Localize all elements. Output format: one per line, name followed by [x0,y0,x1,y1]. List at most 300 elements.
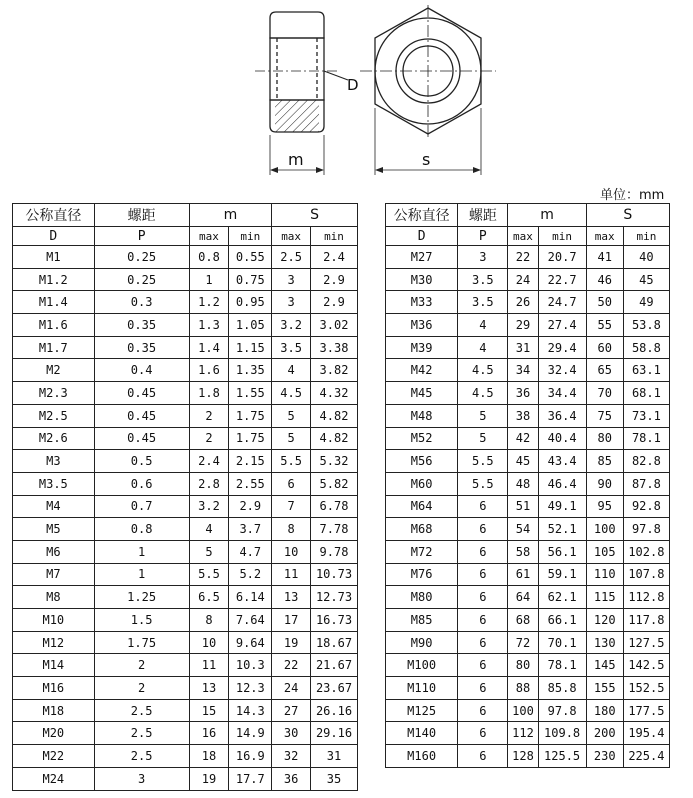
cell-s-max: 145 [586,654,623,677]
cell-size: M24 [13,767,95,790]
cell-s-max: 41 [586,246,623,269]
cell-m-max: 42 [508,427,538,450]
cell-pitch: 0.6 [94,472,189,495]
cell-s-min: 82.8 [623,450,669,473]
cell-s-min: 26.16 [311,699,358,722]
header-pitch: 螺距 [458,204,508,227]
cell-size: M48 [386,404,458,427]
cell-s-max: 46 [586,268,623,291]
cell-m-max: 22 [508,246,538,269]
cell-s-min: 23.67 [311,677,358,700]
cell-pitch: 2.5 [94,699,189,722]
cell-size: M18 [13,699,95,722]
table-row [386,654,670,677]
header-p-symbol: P [458,227,508,246]
cell-s-max: 36 [272,767,311,790]
cell-s-min: 45 [623,268,669,291]
cell-s-max: 95 [586,495,623,518]
cell-m-max: 8 [189,609,229,632]
cell-m-min: 109.8 [538,722,586,745]
cell-m-max: 68 [508,609,538,632]
cell-pitch: 5.5 [458,472,508,495]
cell-size: M3.5 [13,472,95,495]
cell-s-max: 10 [272,540,311,563]
cell-pitch: 6 [458,586,508,609]
unit-label: 单位：mm [600,188,665,203]
cell-m-max: 45 [508,450,538,473]
cell-s-min: 142.5 [623,654,669,677]
cell-s-max: 155 [586,677,623,700]
cell-pitch: 3 [94,767,189,790]
cell-s-max: 85 [586,450,623,473]
cell-s-min: 10.73 [311,563,358,586]
cell-s-min: 107.8 [623,563,669,586]
cell-m-min: 1.15 [229,336,272,359]
cell-m-min: 59.1 [538,563,586,586]
label-m: m [288,150,304,169]
header-m-max: max [189,227,229,246]
cell-pitch: 1 [94,563,189,586]
table-row [13,563,358,586]
table-row [386,336,670,359]
cell-m-max: 6.5 [189,586,229,609]
table-row [13,677,358,700]
cell-s-max: 120 [586,609,623,632]
cell-m-max: 1.8 [189,382,229,405]
cell-pitch: 0.25 [94,246,189,269]
header-nominal-diameter: 公称直径 [386,204,458,227]
cell-pitch: 0.35 [94,336,189,359]
header-m-min: min [229,227,272,246]
header-m-min: min [538,227,586,246]
table-row [13,745,358,768]
cell-m-max: 1.4 [189,336,229,359]
table-row [386,518,670,541]
cell-m-min: 62.1 [538,586,586,609]
cell-size: M39 [386,336,458,359]
cell-m-min: 16.9 [229,745,272,768]
cell-s-max: 22 [272,654,311,677]
cell-pitch: 6 [458,609,508,632]
cell-s-min: 53.8 [623,314,669,337]
cell-m-min: 1.55 [229,382,272,405]
cell-s-max: 60 [586,336,623,359]
cell-pitch: 6 [458,654,508,677]
table-row [13,540,358,563]
cell-m-min: 1.35 [229,359,272,382]
cell-m-max: 5.5 [189,563,229,586]
cell-pitch: 2 [94,677,189,700]
cell-s-max: 4.5 [272,382,311,405]
cell-pitch: 4.5 [458,359,508,382]
cell-size: M68 [386,518,458,541]
table-row [386,427,670,450]
hex-nut-drawing [0,0,693,190]
cell-m-max: 2 [189,427,229,450]
cell-m-max: 54 [508,518,538,541]
cell-pitch: 6 [458,631,508,654]
cell-m-max: 72 [508,631,538,654]
cell-s-max: 3 [272,268,311,291]
cell-pitch: 2 [94,654,189,677]
cell-m-max: 34 [508,359,538,382]
cell-m-max: 1.2 [189,291,229,314]
cell-size: M36 [386,314,458,337]
cell-m-min: 97.8 [538,699,586,722]
cell-pitch: 5 [458,404,508,427]
cell-size: M76 [386,563,458,586]
cell-s-min: 112.8 [623,586,669,609]
table-row [13,291,358,314]
cell-s-min: 40 [623,246,669,269]
cell-m-max: 13 [189,677,229,700]
cell-s-min: 21.67 [311,654,358,677]
cell-m-max: 100 [508,699,538,722]
cell-pitch: 0.45 [94,382,189,405]
cell-size: M1.6 [13,314,95,337]
cell-s-max: 230 [586,745,623,768]
cell-s-min: 63.1 [623,359,669,382]
table-row [386,450,670,473]
cell-m-min: 24.7 [538,291,586,314]
cell-s-max: 13 [272,586,311,609]
cell-m-max: 48 [508,472,538,495]
cell-pitch: 4.5 [458,382,508,405]
cell-m-min: 29.4 [538,336,586,359]
cell-s-min: 7.78 [311,518,358,541]
cell-size: M8 [13,586,95,609]
cell-m-max: 31 [508,336,538,359]
cell-s-min: 78.1 [623,427,669,450]
cell-size: M100 [386,654,458,677]
table-row [13,427,358,450]
cell-pitch: 6 [458,540,508,563]
table-row [386,291,670,314]
cell-s-max: 24 [272,677,311,700]
table-row [13,518,358,541]
cell-m-max: 10 [189,631,229,654]
table-row [13,314,358,337]
table-row [386,722,670,745]
cell-s-min: 4.32 [311,382,358,405]
table-row [386,495,670,518]
cell-m-max: 51 [508,495,538,518]
cell-size: M22 [13,745,95,768]
header-d-symbol: D [13,227,95,246]
cell-size: M1.2 [13,268,95,291]
header-p-symbol: P [94,227,189,246]
cell-s-min: 2.4 [311,246,358,269]
cell-s-max: 4 [272,359,311,382]
cell-m-min: 85.8 [538,677,586,700]
cell-s-max: 180 [586,699,623,722]
cell-m-max: 1.3 [189,314,229,337]
cell-m-max: 2 [189,404,229,427]
header-pitch: 螺距 [94,204,189,227]
cell-m-min: 14.9 [229,722,272,745]
table-row [13,450,358,473]
cell-s-max: 130 [586,631,623,654]
cell-s-min: 3.82 [311,359,358,382]
table-row [13,586,358,609]
cell-pitch: 1.5 [94,609,189,632]
header-s-min: min [623,227,669,246]
cell-m-min: 12.3 [229,677,272,700]
cell-pitch: 5.5 [458,450,508,473]
cell-m-max: 15 [189,699,229,722]
header-s-max: max [272,227,311,246]
table-row [386,246,670,269]
header-s: S [586,204,669,227]
cell-s-max: 200 [586,722,623,745]
cell-pitch: 5 [458,427,508,450]
cell-s-min: 152.5 [623,677,669,700]
cell-m-min: 70.1 [538,631,586,654]
cell-size: M30 [386,268,458,291]
table-row [386,359,670,382]
cell-s-min: 12.73 [311,586,358,609]
cell-m-min: 10.3 [229,654,272,677]
cell-s-min: 73.1 [623,404,669,427]
cell-size: M125 [386,699,458,722]
table-row [13,472,358,495]
cell-pitch: 0.4 [94,359,189,382]
cell-m-min: 52.1 [538,518,586,541]
table-row [13,767,358,790]
cell-s-min: 5.82 [311,472,358,495]
cell-pitch: 6 [458,495,508,518]
cell-m-max: 58 [508,540,538,563]
cell-pitch: 1.75 [94,631,189,654]
cell-pitch: 6 [458,745,508,768]
cell-s-max: 6 [272,472,311,495]
cell-m-min: 46.4 [538,472,586,495]
cell-size: M90 [386,631,458,654]
cell-m-min: 2.9 [229,495,272,518]
cell-m-max: 29 [508,314,538,337]
cell-m-min: 9.64 [229,631,272,654]
cell-s-min: 97.8 [623,518,669,541]
cell-s-max: 17 [272,609,311,632]
table-row [386,677,670,700]
cell-s-max: 50 [586,291,623,314]
header-nominal-diameter: 公称直径 [13,204,95,227]
table-row [386,745,670,768]
cell-s-min: 4.82 [311,404,358,427]
spec-table-right [385,203,670,768]
cell-s-min: 127.5 [623,631,669,654]
cell-s-max: 3.2 [272,314,311,337]
cell-s-min: 102.8 [623,540,669,563]
cell-m-min: 2.55 [229,472,272,495]
cell-s-min: 6.78 [311,495,358,518]
cell-s-min: 29.16 [311,722,358,745]
cell-pitch: 6 [458,563,508,586]
cell-s-min: 3.38 [311,336,358,359]
cell-size: M56 [386,450,458,473]
table-row [13,268,358,291]
cell-m-max: 2.4 [189,450,229,473]
cell-s-max: 11 [272,563,311,586]
cell-m-min: 27.4 [538,314,586,337]
cell-size: M2.3 [13,382,95,405]
cell-pitch: 6 [458,677,508,700]
cell-size: M42 [386,359,458,382]
cell-size: M14 [13,654,95,677]
cell-pitch: 3.5 [458,268,508,291]
cell-pitch: 0.7 [94,495,189,518]
cell-s-min: 16.73 [311,609,358,632]
cell-s-max: 2.5 [272,246,311,269]
table-row [386,540,670,563]
cell-s-max: 100 [586,518,623,541]
cell-m-max: 1.6 [189,359,229,382]
cell-size: M85 [386,609,458,632]
cell-m-max: 18 [189,745,229,768]
header-m: m [508,204,586,227]
cell-s-min: 177.5 [623,699,669,722]
cell-pitch: 0.25 [94,268,189,291]
cell-size: M10 [13,609,95,632]
cell-m-min: 56.1 [538,540,586,563]
cell-s-max: 105 [586,540,623,563]
cell-m-max: 3.2 [189,495,229,518]
cell-size: M6 [13,540,95,563]
table-row [386,404,670,427]
table-row [13,382,358,405]
cell-s-min: 9.78 [311,540,358,563]
table-row [13,699,358,722]
cell-m-min: 1.05 [229,314,272,337]
header-s: S [272,204,358,227]
cell-m-min: 6.14 [229,586,272,609]
cell-size: M2.6 [13,427,95,450]
cell-s-max: 70 [586,382,623,405]
header-m-max: max [508,227,538,246]
table-row [386,699,670,722]
cell-pitch: 4 [458,336,508,359]
cell-m-max: 61 [508,563,538,586]
cell-s-max: 7 [272,495,311,518]
cell-m-min: 4.7 [229,540,272,563]
cell-s-max: 5.5 [272,450,311,473]
cell-s-min: 58.8 [623,336,669,359]
cell-pitch: 0.3 [94,291,189,314]
cell-size: M110 [386,677,458,700]
table-row [13,631,358,654]
cell-m-min: 0.55 [229,246,272,269]
table-row [13,246,358,269]
cell-size: M45 [386,382,458,405]
cell-pitch: 6 [458,518,508,541]
table-row [386,609,670,632]
cell-m-min: 7.64 [229,609,272,632]
table-row [386,631,670,654]
cell-m-max: 36 [508,382,538,405]
cell-s-min: 117.8 [623,609,669,632]
cell-m-max: 2.8 [189,472,229,495]
cell-m-min: 14.3 [229,699,272,722]
table-row [13,722,358,745]
cell-m-max: 38 [508,404,538,427]
cell-size: M1.7 [13,336,95,359]
cell-m-min: 2.15 [229,450,272,473]
cell-m-min: 17.7 [229,767,272,790]
cell-m-min: 32.4 [538,359,586,382]
cell-m-max: 16 [189,722,229,745]
cell-m-max: 128 [508,745,538,768]
cell-s-min: 225.4 [623,745,669,768]
cell-m-min: 3.7 [229,518,272,541]
cell-s-max: 3 [272,291,311,314]
cell-m-min: 1.75 [229,427,272,450]
cell-size: M1.4 [13,291,95,314]
cell-pitch: 4 [458,314,508,337]
cell-m-min: 1.75 [229,404,272,427]
cell-s-max: 75 [586,404,623,427]
cell-s-min: 195.4 [623,722,669,745]
cell-s-min: 3.02 [311,314,358,337]
cell-s-max: 5 [272,404,311,427]
table-row [386,268,670,291]
cell-m-min: 78.1 [538,654,586,677]
cell-m-min: 0.75 [229,268,272,291]
table-row [13,654,358,677]
cell-size: M16 [13,677,95,700]
table-row [13,495,358,518]
cell-size: M12 [13,631,95,654]
label-d: D [347,76,359,94]
cell-s-max: 19 [272,631,311,654]
cell-m-min: 66.1 [538,609,586,632]
table-row [386,314,670,337]
cell-pitch: 6 [458,722,508,745]
cell-s-max: 3.5 [272,336,311,359]
table-row [386,563,670,586]
cell-s-min: 87.8 [623,472,669,495]
cell-size: M140 [386,722,458,745]
cell-size: M33 [386,291,458,314]
cell-s-max: 55 [586,314,623,337]
table-row [386,586,670,609]
cell-m-min: 34.4 [538,382,586,405]
cell-m-max: 5 [189,540,229,563]
cell-size: M2 [13,359,95,382]
header-m: m [189,204,272,227]
cell-size: M20 [13,722,95,745]
cell-size: M64 [386,495,458,518]
cell-pitch: 1.25 [94,586,189,609]
cell-pitch: 0.8 [94,518,189,541]
cell-size: M4 [13,495,95,518]
cell-size: M60 [386,472,458,495]
cell-m-min: 0.95 [229,291,272,314]
label-s: s [422,150,431,169]
cell-s-min: 31 [311,745,358,768]
cell-s-max: 90 [586,472,623,495]
cell-s-max: 110 [586,563,623,586]
cell-s-max: 5 [272,427,311,450]
cell-s-min: 35 [311,767,358,790]
cell-m-min: 5.2 [229,563,272,586]
cell-pitch: 1 [94,540,189,563]
cell-s-min: 5.32 [311,450,358,473]
cell-m-max: 80 [508,654,538,677]
cell-m-max: 64 [508,586,538,609]
cell-s-min: 18.67 [311,631,358,654]
cell-m-max: 19 [189,767,229,790]
cell-m-min: 22.7 [538,268,586,291]
